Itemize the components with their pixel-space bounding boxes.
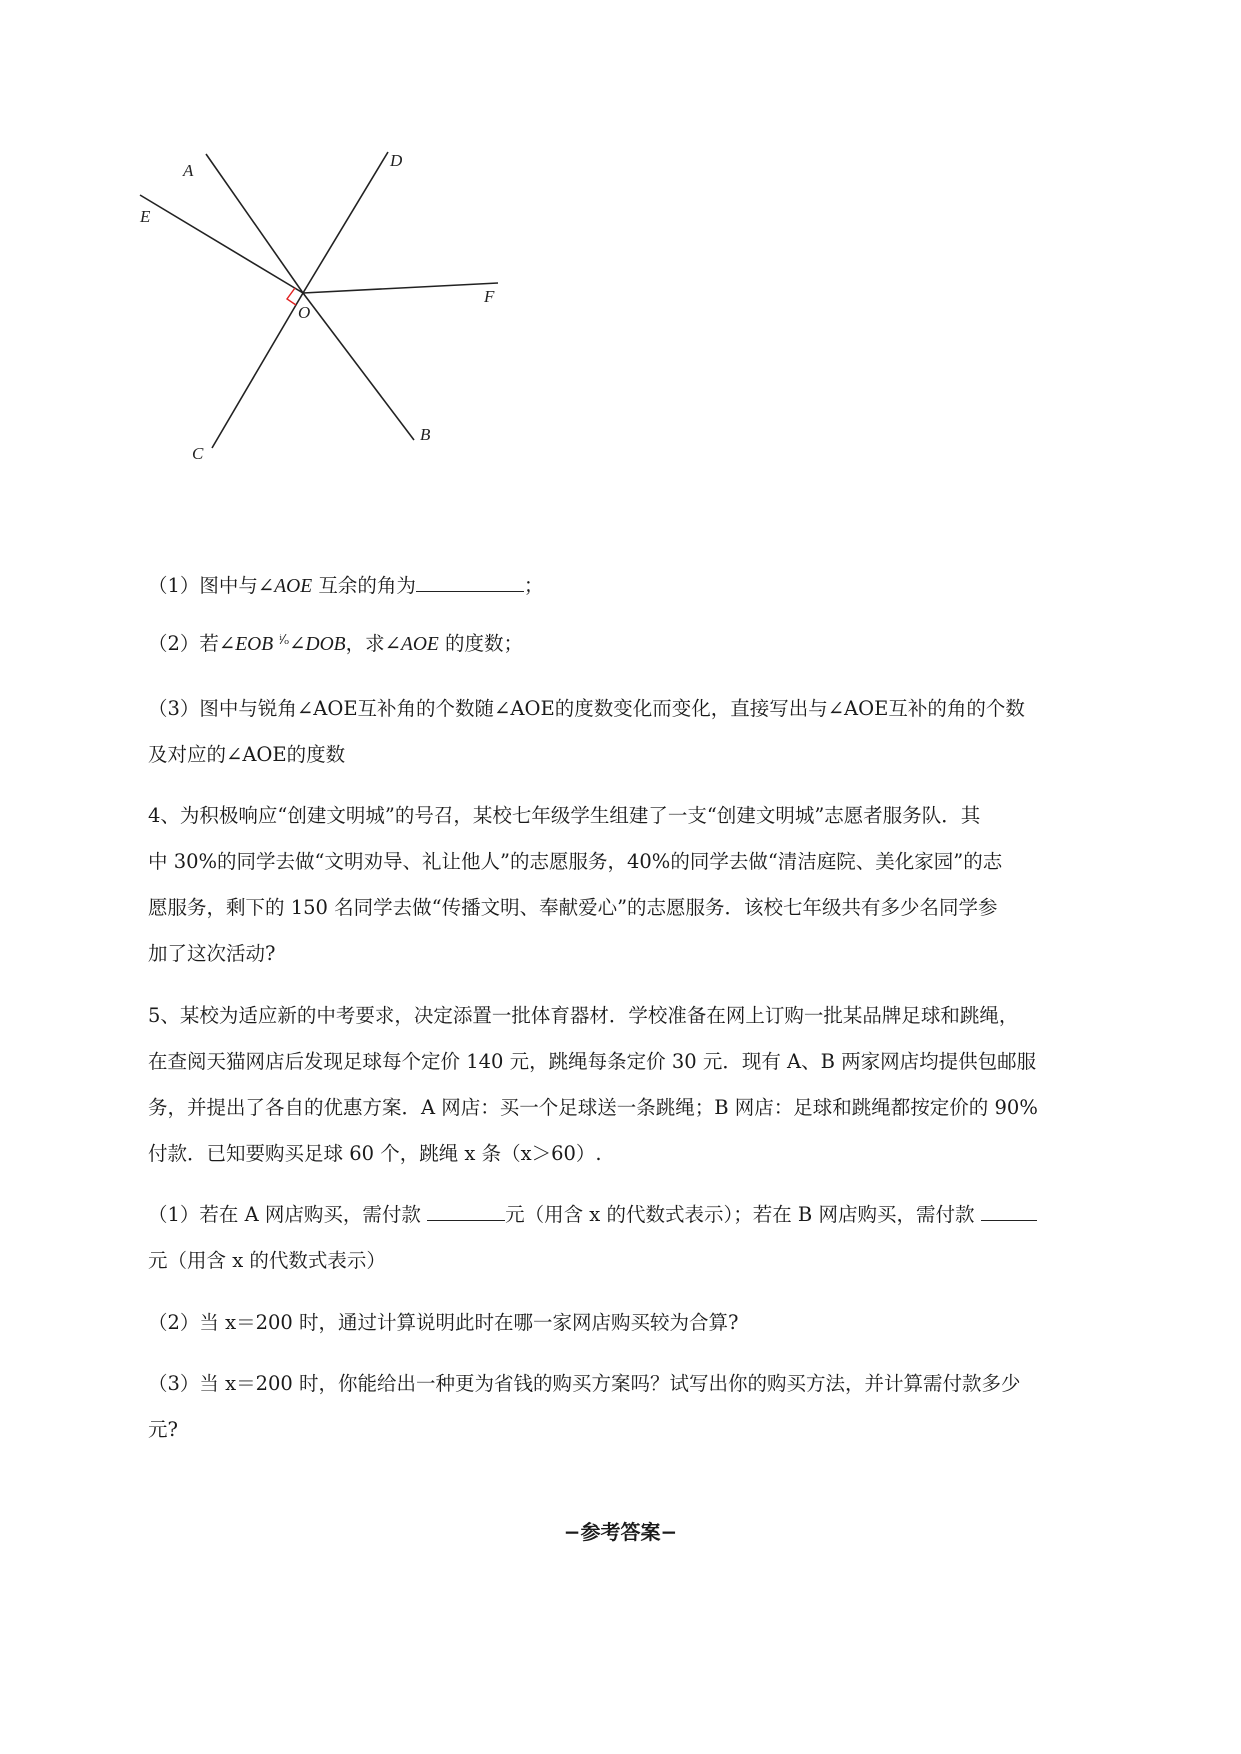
- q5-part3-line2: 元?: [148, 1418, 178, 1441]
- label-f: F: [484, 287, 495, 306]
- q3-part3-line2: 及对应的∠AOE的度数: [148, 743, 346, 766]
- answer-section-title: −参考答案−: [563, 1520, 678, 1544]
- q5-part1-line1: [148, 1194, 1158, 1236]
- answer-blank[interactable]: [416, 569, 524, 592]
- q3-part1-post: 互余的角为: [318, 574, 416, 597]
- q5-part1-line2: 元（用含 x 的代数式表示）: [148, 1249, 386, 1272]
- q3-part2-text4: 的度数；: [445, 632, 524, 655]
- q5-line4: 付款．已知要购买足球 60 个，跳绳 x 条（x＞60）.: [148, 1142, 602, 1165]
- ray-od: [303, 152, 388, 293]
- q3-part2: [148, 620, 1158, 666]
- q5-part1-a: （1）若在 A 网店购买，需付款: [148, 1203, 421, 1226]
- q4-line4: 加了这次活动?: [148, 942, 276, 965]
- q3-part3-line1: （3）图中与锐角∠AOE互补角的个数随∠AOE的度数变化而变化，直接写出与∠AOE互补的角的个数: [148, 697, 1025, 720]
- q5-line3: 务，并提出了各自的优惠方案．A 网店：买一个足球送一条跳绳；B 网店：足球和跳绳都按定价的 90%: [148, 1096, 1038, 1119]
- right-angle-mark: [287, 288, 296, 305]
- ray-ob: [303, 293, 414, 440]
- q3-part1-pre: 图中与∠: [199, 574, 275, 597]
- ray-oc: [212, 293, 303, 448]
- q5-part1-b: 元（用含 x 的代数式表示）；若在 B 网店购买，需付款: [505, 1203, 975, 1226]
- q3-part2-mark: ⁱ⁄ₒ: [279, 633, 290, 648]
- label-a: A: [183, 161, 194, 180]
- angle-diagram: [120, 150, 580, 520]
- ray-oa: [206, 154, 303, 293]
- q3-part2-text3: ，求∠: [345, 632, 401, 655]
- angle-figure: [120, 150, 580, 520]
- q3-part2-text1: 若∠: [199, 632, 236, 655]
- q4-line2: 中 30%的同学去做“文明劝导、礼让他人”的志愿服务，40%的同学去做“清洁庭院、美化家园”的志: [148, 850, 1003, 873]
- q3-part1-num: （1）: [148, 574, 200, 597]
- q3-part1-end: ；: [523, 574, 544, 597]
- q4-line1: 4、为积极响应“创建文明城”的号召，某校七年级学生组建了一支“创建文明城”志愿者服务队．其: [148, 804, 981, 827]
- q5-part2: （2）当 x＝200 时，通过计算说明此时在哪一家网店购买较为合算?: [148, 1311, 739, 1334]
- label-b: B: [420, 425, 431, 444]
- label-o: O: [298, 303, 311, 322]
- ray-oe: [140, 195, 303, 293]
- answer-blank-b[interactable]: [981, 1198, 1037, 1221]
- label-e: E: [140, 207, 151, 226]
- q4-line3: 愿服务，剩下的 150 名同学去做“传播文明、奉献爱心”的志愿服务．该校七年级共有多少名同学参: [148, 896, 998, 919]
- q3-part2-angle3: AOE: [400, 634, 439, 655]
- answer-blank-a[interactable]: [427, 1198, 505, 1221]
- q5-part3-line1: （3）当 x＝200 时，你能给出一种更为省钱的购买方案吗？试写出你的购买方法，并计算需付款多少: [148, 1372, 1021, 1395]
- label-c: C: [192, 444, 204, 463]
- ray-of: [303, 283, 498, 293]
- q3-part2-num: （2）: [148, 632, 200, 655]
- q3-part2-angle2: DOB: [305, 634, 346, 655]
- q3-part2-angle1: EOB: [235, 634, 274, 655]
- q3-part1: [148, 565, 1158, 608]
- q5-line1: 5、某校为适应新的中考要求，决定添置一批体育器材．学校准备在网上订购一批某品牌足球和跳绳，: [148, 1004, 1019, 1027]
- q5-line2: 在查阅天猫网店后发现足球每个定价 140 元，跳绳每条定价 30 元．现有 A、B 两家网店均提供包邮服: [148, 1050, 1037, 1073]
- q3-part1-angle: AOE: [274, 576, 313, 597]
- label-d: D: [390, 151, 403, 170]
- q3-part2-text2: ∠: [289, 632, 306, 655]
